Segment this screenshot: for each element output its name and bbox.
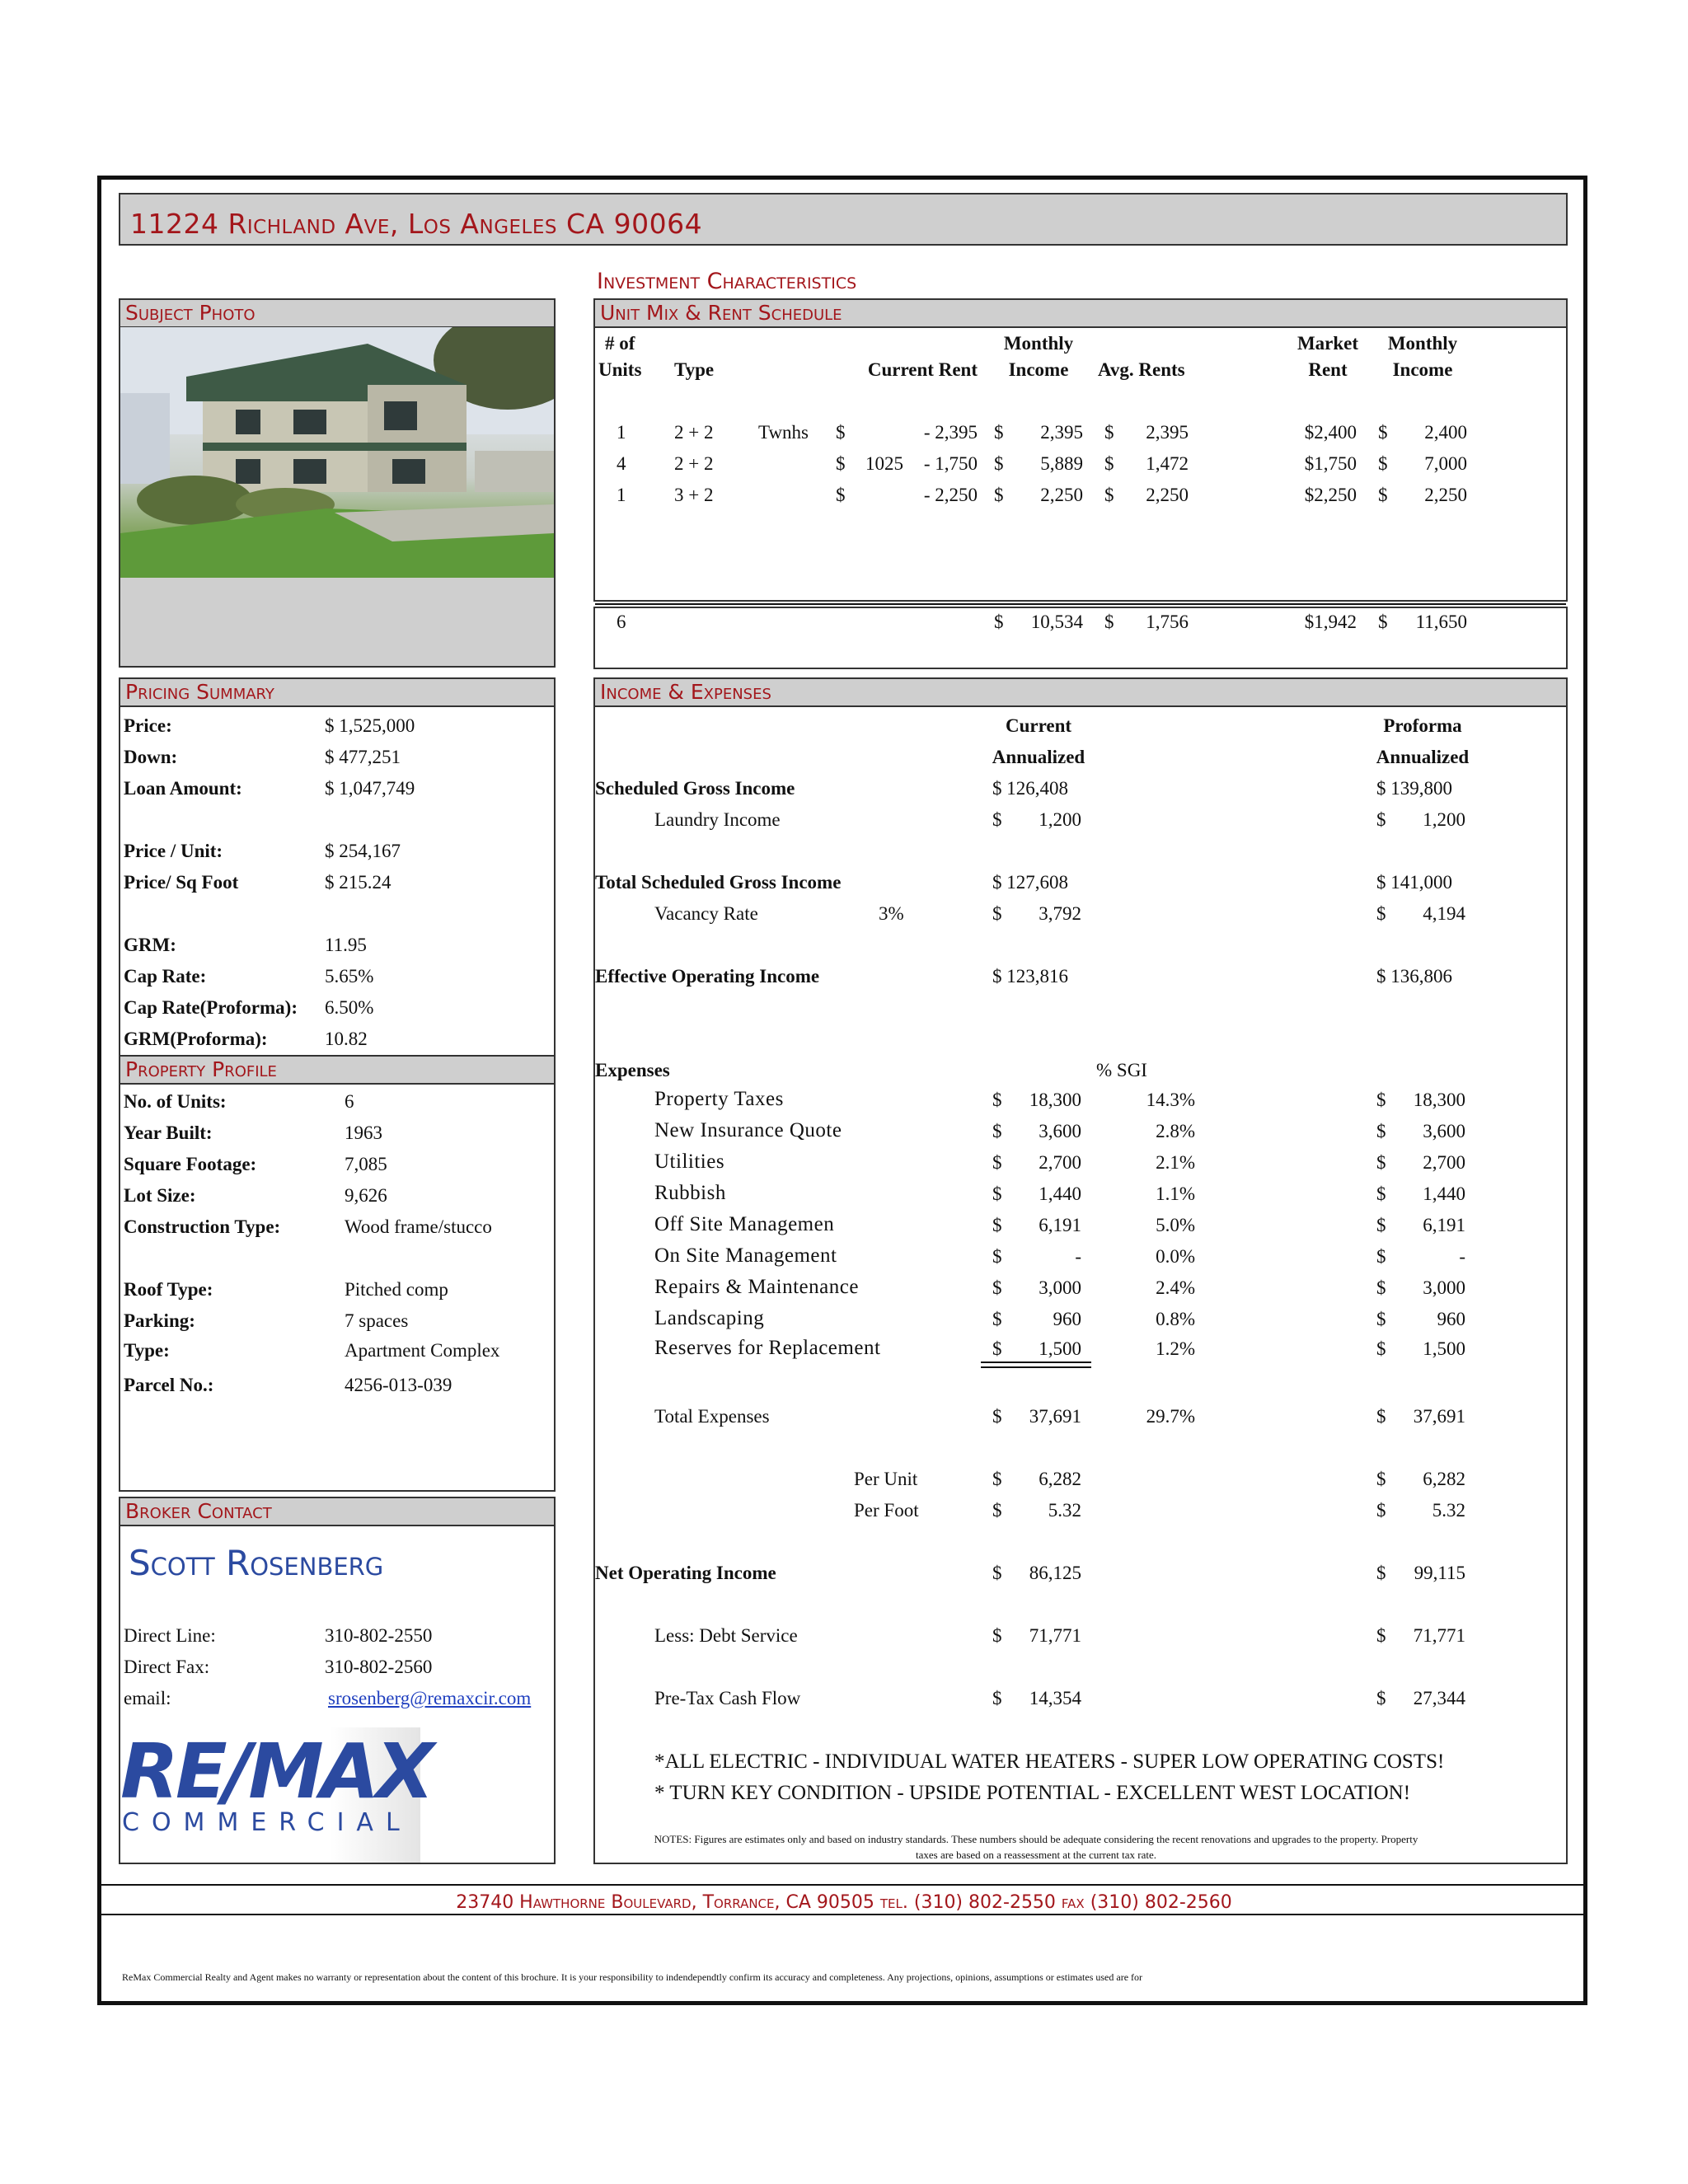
expense-proforma: - (1459, 1246, 1465, 1267)
currency-sign: $ (1376, 809, 1386, 830)
notes-line-2: taxes are based on a reassessment at the current tax rate. (915, 1849, 1156, 1861)
per-foot-proforma: 5.32 (1432, 1500, 1465, 1521)
unit-mix-divider (595, 603, 1566, 605)
monthly-income: 5,889 (1040, 453, 1083, 474)
direct-line-label: Direct Line: (124, 1625, 216, 1646)
pre-tax-cash-flow-current: 14,354 (1029, 1688, 1081, 1708)
expense-current: 1,500 (1039, 1338, 1081, 1359)
expense-percent-sgi: 1.1% (1156, 1183, 1195, 1204)
current-heading-2: Annualized (992, 747, 1085, 767)
pricing-value: $ 254,167 (325, 841, 401, 861)
currency-sign: $ (1376, 1183, 1386, 1204)
profile-value: 9,626 (345, 1185, 387, 1206)
pricing-label: Price: (124, 715, 172, 736)
expense-proforma: 1,500 (1423, 1338, 1465, 1359)
profile-label: Parking: (124, 1310, 195, 1331)
expense-percent-sgi: 5.0% (1156, 1215, 1195, 1235)
subject-photo-header: Subject Photo (119, 298, 556, 328)
col-current-rent: Current Rent (867, 359, 978, 380)
expense-proforma: 3,600 (1423, 1121, 1465, 1141)
expense-proforma: 6,191 (1423, 1215, 1465, 1235)
currency-sign: $ (992, 1152, 1002, 1173)
currency-sign: $ (1376, 1152, 1386, 1173)
currency-sign: $ (1378, 422, 1388, 443)
profile-value: Wood frame/stucco (345, 1216, 492, 1237)
vacancy-rate-proforma: 4,194 (1423, 903, 1465, 924)
currency-sign: $ (992, 809, 1002, 830)
currency-sign: $ (992, 1406, 1002, 1427)
currency-sign: $ (1376, 1246, 1386, 1267)
market-rent: $2,250 (1304, 485, 1357, 505)
col-monthly-1: Monthly (1003, 333, 1074, 354)
expense-total-rule (981, 1361, 1091, 1363)
profile-label: Type: (124, 1340, 170, 1361)
col-market-monthly-2: Income (1392, 359, 1453, 380)
effective-operating-income-label: Effective Operating Income (595, 966, 820, 987)
avg-rent: 2,250 (1146, 485, 1189, 505)
expense-proforma: 2,700 (1423, 1152, 1465, 1173)
expense-label: Landscaping (654, 1307, 765, 1329)
expense-label: Repairs & Maintenance (654, 1276, 859, 1298)
laundry-income-label: Laundry Income (654, 809, 781, 830)
profile-value: 1963 (345, 1122, 382, 1143)
currency-sign: $ (1378, 453, 1388, 474)
net-operating-income-label: Net Operating Income (595, 1563, 776, 1583)
currency-sign: $ (992, 1246, 1002, 1267)
per-unit-label: Per Unit (854, 1469, 918, 1489)
expense-current: 6,191 (1039, 1215, 1081, 1235)
pre-tax-cash-flow-label: Pre-Tax Cash Flow (654, 1688, 801, 1708)
total-expenses-current: 37,691 (1029, 1406, 1081, 1427)
expense-current: 960 (1053, 1309, 1081, 1329)
currency-sign: $ (1376, 1309, 1386, 1329)
remark-line-2: * TURN KEY CONDITION - UPSIDE POTENTIAL - EXCELLENT WEST LOCATION! (654, 1782, 1411, 1804)
remark-line-1: *ALL ELECTRIC - INDIVIDUAL WATER HEATERS - SUPER LOW OPERATING COSTS! (654, 1750, 1445, 1773)
total-avg-rent: 1,756 (1146, 612, 1189, 632)
pricing-value: $ 1,525,000 (325, 715, 415, 736)
currency-sign: $ (836, 485, 846, 505)
remax-logo-wordmark: RE/MAX (120, 1727, 431, 1816)
unit-mix-header: Unit Mix & Rent Schedule (593, 298, 1568, 328)
expense-proforma: 1,440 (1423, 1183, 1465, 1204)
unit-type: 2 + 2 (674, 453, 714, 474)
effective-operating-income-proforma: $ 136,806 (1376, 966, 1452, 987)
expense-label: Property Taxes (654, 1088, 784, 1110)
footer-address: 23740 Hawthorne Boulevard, Torrance, CA 90505 tel. (310) 802-2550 fax (310) 802-2560 (456, 1892, 1232, 1913)
property-profile-header: Property Profile (119, 1055, 556, 1085)
currency-sign: $ (1376, 1500, 1386, 1521)
market-monthly-income: 7,000 (1424, 453, 1467, 474)
laundry-income-proforma: 1,200 (1423, 809, 1465, 830)
col-units-1: # of (605, 333, 635, 354)
expense-label: On Site Management (654, 1244, 837, 1267)
currency-sign: $ (992, 1625, 1002, 1646)
profile-label: Construction Type: (124, 1216, 281, 1237)
debt-service-current: 71,771 (1029, 1625, 1081, 1646)
currency-sign: $ (836, 453, 846, 474)
currency-sign: $ (992, 1563, 1002, 1583)
currency-sign: $ (992, 1277, 1002, 1298)
currency-sign: $ (1104, 422, 1114, 443)
expense-current: 1,440 (1039, 1183, 1081, 1204)
notes (603, 1831, 1469, 1863)
currency-sign: $ (992, 1469, 1002, 1489)
email-link[interactable]: srosenberg@remaxcir.com (328, 1688, 532, 1708)
expense-percent-sgi: 0.0% (1156, 1246, 1195, 1267)
col-market-2: Rent (1308, 359, 1348, 380)
currency-sign: $ (1104, 453, 1114, 474)
scheduled-gross-income-current: $ 126,408 (992, 778, 1068, 799)
vacancy-rate-current: 3,792 (1039, 903, 1081, 924)
net-operating-income-current: 86,125 (1029, 1563, 1081, 1583)
currency-sign: $ (992, 1688, 1002, 1708)
remax-logo-commercial: COMMERCIAL (122, 1808, 412, 1837)
direct-line-value: 310-802-2550 (325, 1625, 433, 1646)
profile-value: Apartment Complex (345, 1340, 500, 1361)
notes-line-1: NOTES: Figures are estimates only and based on industry standards. These numbers should be adequate considering the recent renovations and upgrades to the property. Property (654, 1833, 1418, 1845)
market-rent: $2,400 (1304, 422, 1357, 443)
direct-fax-label: Direct Fax: (124, 1657, 210, 1677)
currency-sign: $ (1376, 1277, 1386, 1298)
broker-name: Scott Rosenberg (129, 1543, 384, 1583)
per-unit-proforma: 6,282 (1423, 1469, 1465, 1489)
expense-percent-sgi: 2.8% (1156, 1121, 1195, 1141)
expenses-heading: Expenses (595, 1060, 670, 1080)
pre-tax-cash-flow-proforma: 27,344 (1413, 1688, 1465, 1708)
current-rent-high: - 2,250 (923, 485, 978, 505)
pricing-label: Price/ Sq Foot (124, 872, 239, 893)
sgi-percent-heading: % SGI (1096, 1060, 1147, 1080)
subject-photo (120, 327, 554, 578)
footer-disclaimer: ReMax Commercial Realty and Agent makes no warranty or representation about the content of this brochure. It is your responsibility to indendependtly confirm its accuracy and completeness. Any projections, opinions, assumptions or estimates used are for (122, 1971, 1143, 1983)
currency-sign: $ (992, 1338, 1002, 1359)
col-monthly-2: Income (1008, 359, 1069, 380)
total-expenses-percent-sgi: 29.7% (1146, 1406, 1195, 1427)
total-scheduled-gross-income-current: $ 127,608 (992, 872, 1068, 893)
total-scheduled-gross-income-proforma: $ 141,000 (1376, 872, 1452, 893)
col-avg-rents: Avg. Rents (1098, 359, 1185, 380)
unit-type: 2 + 2 (674, 422, 714, 443)
currency-sign: $ (992, 1500, 1002, 1521)
currency-sign: $ (1376, 1406, 1386, 1427)
currency-sign: $ (992, 1121, 1002, 1141)
pricing-label: Cap Rate(Proforma): (124, 997, 298, 1018)
monthly-income: 2,395 (1040, 422, 1083, 443)
profile-value: 4256-013-039 (345, 1375, 452, 1395)
currency-sign: $ (994, 422, 1004, 443)
currency-sign: $ (994, 485, 1004, 505)
scheduled-gross-income-label: Scheduled Gross Income (595, 778, 795, 799)
pricing-value: 5.65% (325, 966, 374, 987)
currency-sign: $ (1104, 612, 1114, 632)
pricing-box (119, 705, 556, 1055)
expense-current: - (1075, 1246, 1081, 1267)
profile-value: 7 spaces (345, 1310, 409, 1331)
total-expenses-label: Total Expenses (654, 1406, 770, 1427)
expense-proforma: 3,000 (1423, 1277, 1465, 1298)
debt-service-label: Less: Debt Service (654, 1625, 798, 1646)
avg-rent: 2,395 (1146, 422, 1189, 443)
col-type: Type (674, 359, 715, 380)
currency-sign: $ (1376, 1563, 1386, 1583)
currency-sign: $ (1378, 612, 1388, 632)
income-expenses-header: Income & Expenses (593, 677, 1568, 707)
expense-current: 2,700 (1039, 1152, 1081, 1173)
expense-percent-sgi: 2.1% (1156, 1152, 1195, 1173)
market-monthly-income: 2,250 (1424, 485, 1467, 505)
col-units-2: Units (598, 359, 642, 380)
profile-label: Parcel No.: (124, 1375, 214, 1395)
currency-sign: $ (1376, 1215, 1386, 1235)
col-market-1: Market (1296, 333, 1359, 354)
currency-sign: $ (992, 1183, 1002, 1204)
currency-sign: $ (836, 422, 846, 443)
expense-label: Reserves for Replacement (654, 1337, 881, 1359)
total-scheduled-gross-income-label: Total Scheduled Gross Income (595, 872, 842, 893)
expense-proforma: 18,300 (1413, 1090, 1465, 1110)
profile-value: 7,085 (345, 1154, 387, 1174)
unit-count: 1 (617, 485, 626, 505)
currency-sign: $ (992, 903, 1002, 924)
unit-count: 1 (617, 422, 626, 443)
currency-sign: $ (994, 453, 1004, 474)
remax-logo (120, 1727, 431, 1863)
current-rent-high: - 2,395 (923, 422, 978, 443)
currency-sign: $ (994, 612, 1004, 632)
currency-sign: $ (1378, 485, 1388, 505)
pricing-label: Down: (124, 747, 178, 767)
expense-percent-sgi: 14.3% (1146, 1090, 1195, 1110)
footer-rule-bottom (99, 1914, 1586, 1915)
pricing-value: $ 215.24 (325, 872, 392, 893)
market-monthly-income: 2,400 (1424, 422, 1467, 443)
currency-sign: $ (992, 1215, 1002, 1235)
monthly-income: 2,250 (1040, 485, 1083, 505)
proforma-heading-1: Proforma (1383, 715, 1462, 736)
avg-rent: 1,472 (1146, 453, 1189, 474)
expense-current: 18,300 (1029, 1090, 1081, 1110)
laundry-income-current: 1,200 (1039, 809, 1081, 830)
debt-service-proforma: 71,771 (1413, 1625, 1465, 1646)
expense-current: 3,600 (1039, 1121, 1081, 1141)
effective-operating-income-current: $ 123,816 (992, 966, 1068, 987)
expense-label: Rubbish (654, 1182, 726, 1204)
expense-percent-sgi: 0.8% (1156, 1309, 1195, 1329)
footer-rule-top (99, 1884, 1586, 1886)
currency-sign: $ (1376, 1121, 1386, 1141)
direct-fax-value: 310-802-2560 (325, 1657, 433, 1677)
unit-note: Twnhs (758, 422, 809, 443)
scheduled-gross-income-proforma: $ 139,800 (1376, 778, 1452, 799)
profile-label: Year Built: (124, 1122, 213, 1143)
profile-label: Lot Size: (124, 1185, 196, 1206)
pricing-label: Loan Amount: (124, 778, 242, 799)
market-rent: $1,750 (1304, 453, 1357, 474)
profile-value: 6 (345, 1091, 354, 1112)
pricing-label: Cap Rate: (124, 966, 207, 987)
currency-sign: $ (1376, 903, 1386, 924)
current-rent-high: - 1,750 (923, 453, 978, 474)
expense-label: Utilities (654, 1151, 725, 1173)
proforma-heading-2: Annualized (1376, 747, 1470, 767)
expense-proforma: 960 (1437, 1309, 1465, 1329)
investment-characteristics-heading: Investment Characteristics (597, 269, 857, 294)
col-market-monthly-1: Monthly (1387, 333, 1458, 354)
net-operating-income-proforma: 99,115 (1414, 1563, 1465, 1583)
pricing-label: GRM: (124, 935, 176, 955)
pricing-value: 6.50% (325, 997, 374, 1018)
pricing-value: 10.82 (325, 1029, 368, 1049)
total-market-rent: $1,942 (1304, 612, 1357, 632)
expense-percent-sgi: 1.2% (1156, 1338, 1195, 1359)
profile-value: Pitched comp (345, 1279, 448, 1300)
currency-sign: $ (1376, 1688, 1386, 1708)
vacancy-rate-label: Vacancy Rate (654, 903, 758, 924)
current-rent-low: 1025 (865, 453, 903, 474)
expense-label: Off Site Managemen (654, 1213, 835, 1235)
profile-label: Roof Type: (124, 1279, 213, 1300)
total-monthly-income: 10,534 (1030, 612, 1083, 632)
pricing-value: 11.95 (325, 935, 367, 955)
profile-label: Square Footage: (124, 1154, 257, 1174)
vacancy-percent: 3% (879, 903, 904, 924)
unit-count: 4 (617, 453, 626, 474)
currency-sign: $ (992, 1309, 1002, 1329)
total-market-monthly-income: 11,650 (1415, 612, 1467, 632)
broker-contact-header: Broker Contact (119, 1497, 556, 1526)
currency-sign: $ (992, 1090, 1002, 1110)
current-heading-1: Current (1005, 715, 1072, 736)
building-image (120, 327, 554, 578)
per-unit-current: 6,282 (1039, 1469, 1081, 1489)
currency-sign: $ (1376, 1625, 1386, 1646)
pricing-label: GRM(Proforma): (124, 1029, 268, 1049)
pricing-label: Price / Unit: (124, 841, 223, 861)
title-bar (119, 193, 1568, 246)
currency-sign: $ (1376, 1090, 1386, 1110)
per-foot-label: Per Foot (854, 1500, 919, 1521)
expense-total-rule (981, 1366, 1091, 1368)
currency-sign: $ (1376, 1338, 1386, 1359)
profile-label: No. of Units: (124, 1091, 227, 1112)
currency-sign: $ (1376, 1469, 1386, 1489)
email-label: email: (124, 1688, 171, 1708)
pricing-value: $ 1,047,749 (325, 778, 415, 799)
per-foot-current: 5.32 (1048, 1500, 1081, 1521)
unit-type: 3 + 2 (674, 485, 714, 505)
expense-current: 3,000 (1039, 1277, 1081, 1298)
currency-sign: $ (1104, 485, 1114, 505)
pricing-summary-header: Pricing Summary (119, 677, 556, 707)
total-expenses-proforma: 37,691 (1413, 1406, 1465, 1427)
expense-percent-sgi: 2.4% (1156, 1277, 1195, 1298)
pricing-value: $ 477,251 (325, 747, 401, 767)
total-units: 6 (617, 612, 626, 632)
expense-label: New Insurance Quote (654, 1119, 842, 1141)
property-title: 11224 Richland Ave, Los Angeles CA 90064 (130, 208, 703, 240)
